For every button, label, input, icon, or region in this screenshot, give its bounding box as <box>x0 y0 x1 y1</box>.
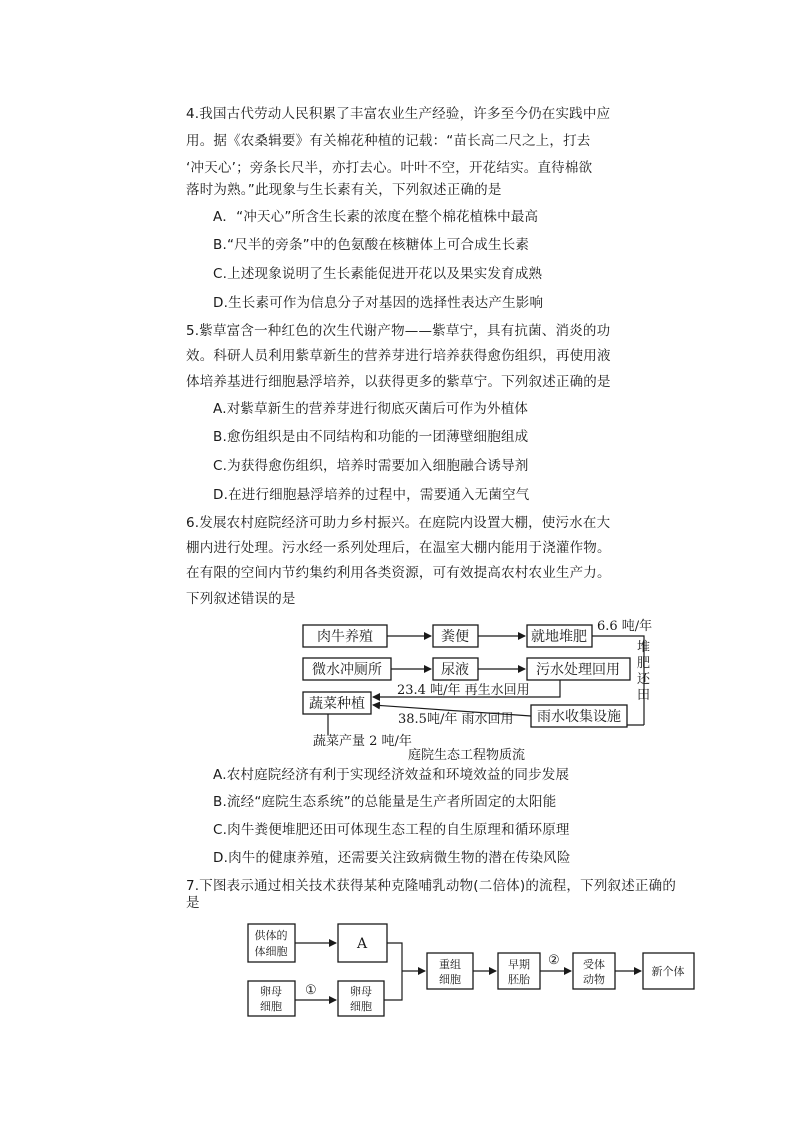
output-label: 蔬菜产量 2 吨/年 <box>313 734 412 749</box>
oocyte1-line1: 卵母 <box>260 985 282 998</box>
oocyte1-line2: 细胞 <box>260 1000 282 1013</box>
q6-option-d: D.肉牛的健康养殖，还需要关注致病微生物的潜在传染风险 <box>213 850 571 866</box>
box-a-label: A <box>356 936 368 952</box>
embryo-line2: 胚胎 <box>508 973 530 986</box>
diagram-caption: 庭院生态工程物质流 <box>408 748 526 763</box>
box-urine-label: 尿液 <box>441 662 469 678</box>
box-vegetable-label: 蔬菜种植 <box>309 696 365 712</box>
oocyte2-line1: 卵母 <box>350 985 372 998</box>
recon-line2: 细胞 <box>439 973 461 986</box>
box-compost-label: 就地堆肥 <box>531 629 587 645</box>
compost-label-char: 还 <box>637 672 651 687</box>
compost-label-char: 堆 <box>637 640 651 655</box>
embryo-line1: 早期 <box>508 958 530 971</box>
rain-label: 38.5吨/年 雨水回用 <box>398 712 514 727</box>
recycle-label: 23.4 吨/年 再生水回用 <box>397 683 530 698</box>
recipient-line2: 动物 <box>583 973 605 986</box>
q4-option-b: B.“尺半的旁条”中的色氨酸在核糖体上可合成生长素 <box>213 237 530 253</box>
compost-amount: 6.6 吨/年 <box>597 619 653 634</box>
q6-option-c: C.肉牛粪便堆肥还田可体现生态工程的自生原理和循环原理 <box>213 822 570 838</box>
q4-stem-line: 4.我国古代劳动人民积累了丰富农业生产经验，许多至今仍在实践中应 <box>186 106 611 122</box>
q4-option-d: D.生长素可作为信息分子对基因的选择性表达产生影响 <box>213 295 544 311</box>
compost-label-char: 肥 <box>637 656 651 671</box>
q4-option-a: A．“冲天心”所含生长素的浓度在整个棉花植株中最高 <box>213 209 539 225</box>
q4-option-c: C.上述现象说明了生长素能促进开花以及果实发育成熟 <box>213 266 543 282</box>
box-sewage-label: 污水处理回用 <box>536 662 620 678</box>
q5-option-d: D.在进行细胞悬浮培养的过程中，需要通入无菌空气 <box>213 487 530 503</box>
box-manure-label: 粪便 <box>441 629 469 645</box>
q6-stem-line: 6.发展农村庭院经济可助力乡村振兴。在庭院内设置大棚，使污水在大 <box>186 515 611 531</box>
step1-label: ① <box>305 983 317 998</box>
q4-stem-line: ‘冲天心’；旁条长尺半，亦打去心。叶叶不空，开花结实。直待棉欲 <box>186 160 593 176</box>
q6-stem-line: 下列叙述错误的是 <box>186 591 296 607</box>
donor-line1: 供体的 <box>254 929 288 942</box>
q6-stem-line: 棚内进行处理。污水经一系列处理后，在温室大棚内能用于浇灌作物。 <box>186 540 611 556</box>
q6-stem-line: 在有限的空间内节约集约利用各类资源，可有效提高农村农业生产力。 <box>186 565 611 581</box>
q6-option-b: B.流经“庭院生态系统”的总能量是生产者所固定的太阳能 <box>213 794 557 810</box>
q5-option-b: B.愈伤组织是由不同结构和功能的一团薄壁细胞组成 <box>213 429 529 445</box>
donor-line2: 体细胞 <box>254 945 288 958</box>
box-toilet-label: 微水冲厕所 <box>312 662 382 678</box>
q5-option-c: C.为获得愈伤组织，培养时需要加入细胞融合诱导剂 <box>213 458 529 474</box>
box-beef-label: 肉牛养殖 <box>317 629 373 645</box>
recipient-line1: 受体 <box>583 958 605 971</box>
compost-label-char: 田 <box>637 688 651 703</box>
box-rain-facility-label: 雨水收集设施 <box>537 709 621 725</box>
q5-stem-line: 体培养基进行细胞悬浮培养，以获得更多的紫草宁。下列叙述正确的是 <box>186 374 611 390</box>
step2-label: ② <box>548 953 560 968</box>
q5-option-a: A.对紫草新生的营养芽进行彻底灭菌后可作为外植体 <box>213 401 529 417</box>
q6-option-a: A.农村庭院经济有利于实现经济效益和环境效益的同步发展 <box>213 767 570 783</box>
q4-stem-line: 用。据《农桑辑要》有关棉花种植的记载：“苗长高二尺之上，打去 <box>186 133 591 149</box>
oocyte2-line2: 细胞 <box>350 1000 372 1013</box>
q5-stem-line: 5.紫草富含一种红色的次生代谢产物——紫草宁，具有抗菌、消炎的功 <box>186 323 611 339</box>
q7-stem-line: 是 <box>186 895 200 911</box>
newind-label: 新个体 <box>651 965 685 978</box>
q7-stem-line: 7.下图表示通过相关技术获得某种克隆哺乳动物(二倍体)的流程，下列叙述正确的 <box>186 878 677 894</box>
q4-stem-line: 落时为熟。”此现象与生长素有关，下列叙述正确的是 <box>186 182 502 198</box>
recon-line1: 重组 <box>439 958 461 971</box>
q5-stem-line: 效。科研人员利用紫草新生的营养芽进行培养获得愈伤组织，再使用液 <box>186 348 611 364</box>
